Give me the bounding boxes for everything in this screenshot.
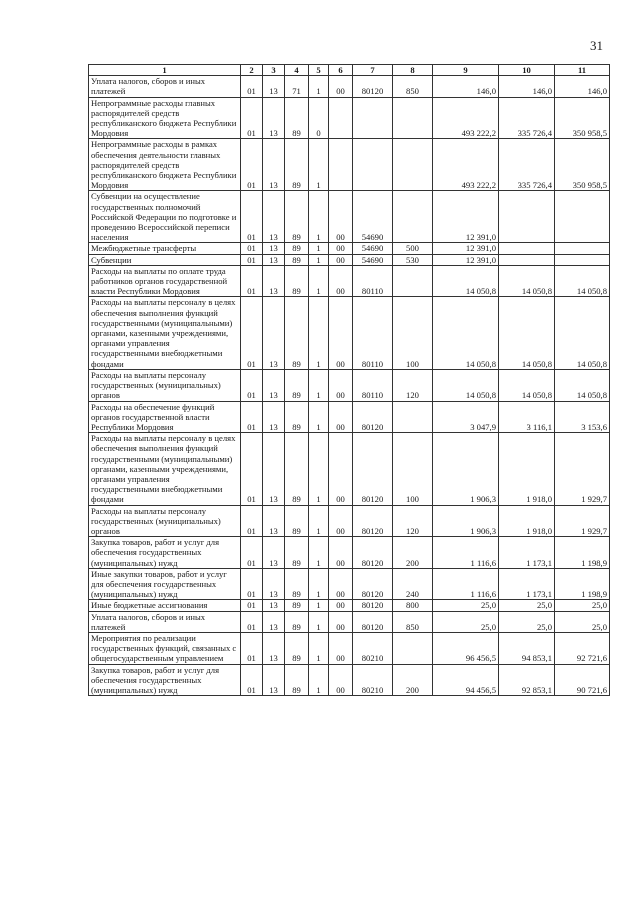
cell-program: 89 bbox=[285, 139, 309, 191]
cell-program: 89 bbox=[285, 537, 309, 569]
cell-expense-type: 240 bbox=[393, 568, 433, 600]
cell-section: 01 bbox=[241, 254, 263, 265]
cell-direction: 80210 bbox=[353, 632, 393, 664]
cell-amount-3: 350 958,5 bbox=[555, 97, 610, 139]
cell-program: 89 bbox=[285, 243, 309, 254]
cell-subprogram: 1 bbox=[309, 433, 329, 505]
cell-amount-1: 94 456,5 bbox=[433, 664, 499, 696]
cell-section: 01 bbox=[241, 369, 263, 401]
cell-amount-2: 1 918,0 bbox=[499, 433, 555, 505]
cell-amount-1: 1 116,6 bbox=[433, 537, 499, 569]
cell-amount-1: 12 391,0 bbox=[433, 191, 499, 243]
cell-expense-type: 850 bbox=[393, 611, 433, 632]
table-row bbox=[89, 664, 610, 696]
cell-amount-2: 3 116,1 bbox=[499, 401, 555, 433]
cell-subprogram: 1 bbox=[309, 632, 329, 664]
cell-section: 01 bbox=[241, 568, 263, 600]
cell-amount-3: 350 958,5 bbox=[555, 139, 610, 191]
column-header: 7 bbox=[353, 65, 393, 76]
row-name: Закупка товаров, работ и услуг для обеспечения государственных (муниципальных) нужд bbox=[89, 664, 241, 696]
column-header: 9 bbox=[433, 65, 499, 76]
cell-subprogram: 1 bbox=[309, 369, 329, 401]
cell-amount-2 bbox=[499, 254, 555, 265]
cell-amount-3: 1 929,7 bbox=[555, 433, 610, 505]
cell-expense-type: 120 bbox=[393, 505, 433, 537]
cell-subprogram: 1 bbox=[309, 243, 329, 254]
cell-direction: 80120 bbox=[353, 433, 393, 505]
cell-subprogram: 1 bbox=[309, 611, 329, 632]
row-name: Расходы на выплаты персоналу в целях обеспечения выполнения функций государственными (муниципальными) органами, казенными учреждениями, органами управления государственными внебюджетными фондами bbox=[89, 433, 241, 505]
cell-event: 00 bbox=[329, 243, 353, 254]
cell-expense-type bbox=[393, 265, 433, 297]
cell-amount-3 bbox=[555, 191, 610, 243]
cell-subsection: 13 bbox=[263, 664, 285, 696]
cell-subprogram: 1 bbox=[309, 600, 329, 611]
cell-expense-type bbox=[393, 191, 433, 243]
budget-table bbox=[88, 64, 610, 696]
cell-amount-3 bbox=[555, 254, 610, 265]
cell-program: 89 bbox=[285, 664, 309, 696]
cell-direction: 54690 bbox=[353, 254, 393, 265]
cell-amount-2 bbox=[499, 191, 555, 243]
cell-amount-1: 3 047,9 bbox=[433, 401, 499, 433]
table-row bbox=[89, 243, 610, 254]
column-header: 3 bbox=[263, 65, 285, 76]
row-name: Мероприятия по реализации государственных функций, связанных с общегосударственным управлением bbox=[89, 632, 241, 664]
cell-amount-2: 335 726,4 bbox=[499, 97, 555, 139]
cell-direction: 80110 bbox=[353, 369, 393, 401]
cell-subsection: 13 bbox=[263, 369, 285, 401]
cell-subsection: 13 bbox=[263, 401, 285, 433]
cell-event: 00 bbox=[329, 537, 353, 569]
cell-amount-2: 94 853,1 bbox=[499, 632, 555, 664]
cell-section: 01 bbox=[241, 191, 263, 243]
cell-direction: 54690 bbox=[353, 191, 393, 243]
row-name: Расходы на выплаты персоналу государственных (муниципальных) органов bbox=[89, 505, 241, 537]
cell-program: 89 bbox=[285, 568, 309, 600]
cell-amount-1: 14 050,8 bbox=[433, 297, 499, 369]
cell-amount-2: 25,0 bbox=[499, 611, 555, 632]
cell-amount-2: 14 050,8 bbox=[499, 297, 555, 369]
cell-event: 00 bbox=[329, 254, 353, 265]
cell-section: 01 bbox=[241, 611, 263, 632]
cell-amount-3: 14 050,8 bbox=[555, 265, 610, 297]
cell-direction: 80120 bbox=[353, 401, 393, 433]
cell-event: 00 bbox=[329, 76, 353, 97]
cell-expense-type: 500 bbox=[393, 243, 433, 254]
row-name: Уплата налогов, сборов и иных платежей bbox=[89, 611, 241, 632]
cell-expense-type bbox=[393, 97, 433, 139]
cell-expense-type bbox=[393, 401, 433, 433]
table-row bbox=[89, 611, 610, 632]
table-row bbox=[89, 97, 610, 139]
cell-program: 89 bbox=[285, 600, 309, 611]
cell-subsection: 13 bbox=[263, 139, 285, 191]
cell-subprogram: 1 bbox=[309, 537, 329, 569]
cell-direction bbox=[353, 139, 393, 191]
cell-section: 01 bbox=[241, 505, 263, 537]
cell-expense-type: 120 bbox=[393, 369, 433, 401]
cell-amount-3: 1 198,9 bbox=[555, 537, 610, 569]
column-header: 10 bbox=[499, 65, 555, 76]
cell-section: 01 bbox=[241, 537, 263, 569]
cell-section: 01 bbox=[241, 97, 263, 139]
cell-expense-type bbox=[393, 139, 433, 191]
cell-program: 89 bbox=[285, 433, 309, 505]
table-row bbox=[89, 632, 610, 664]
row-name: Субвенции bbox=[89, 254, 241, 265]
table-row bbox=[89, 265, 610, 297]
cell-amount-1: 12 391,0 bbox=[433, 254, 499, 265]
cell-direction: 80120 bbox=[353, 76, 393, 97]
cell-event: 00 bbox=[329, 611, 353, 632]
row-name: Уплата налогов, сборов и иных платежей bbox=[89, 76, 241, 97]
cell-subsection: 13 bbox=[263, 568, 285, 600]
cell-direction: 80110 bbox=[353, 265, 393, 297]
cell-amount-3: 25,0 bbox=[555, 611, 610, 632]
row-name: Непрограммные расходы в рамках обеспечения деятельности главных распорядителей средств республиканского бюджета Республики Мордовия bbox=[89, 139, 241, 191]
cell-amount-1: 1 116,6 bbox=[433, 568, 499, 600]
cell-program: 89 bbox=[285, 401, 309, 433]
cell-amount-2: 14 050,8 bbox=[499, 369, 555, 401]
cell-program: 89 bbox=[285, 297, 309, 369]
cell-amount-2: 92 853,1 bbox=[499, 664, 555, 696]
cell-subsection: 13 bbox=[263, 97, 285, 139]
column-header: 8 bbox=[393, 65, 433, 76]
cell-subsection: 13 bbox=[263, 243, 285, 254]
cell-direction: 80120 bbox=[353, 568, 393, 600]
table-row bbox=[89, 191, 610, 243]
cell-subsection: 13 bbox=[263, 76, 285, 97]
cell-section: 01 bbox=[241, 600, 263, 611]
cell-section: 01 bbox=[241, 632, 263, 664]
cell-amount-3: 14 050,8 bbox=[555, 297, 610, 369]
cell-amount-3: 25,0 bbox=[555, 600, 610, 611]
cell-direction: 80110 bbox=[353, 297, 393, 369]
cell-amount-2: 25,0 bbox=[499, 600, 555, 611]
cell-amount-3: 92 721,6 bbox=[555, 632, 610, 664]
cell-amount-2: 1 173,1 bbox=[499, 537, 555, 569]
cell-event: 00 bbox=[329, 568, 353, 600]
cell-subsection: 13 bbox=[263, 191, 285, 243]
cell-amount-1: 12 391,0 bbox=[433, 243, 499, 254]
table-row bbox=[89, 139, 610, 191]
cell-event: 00 bbox=[329, 401, 353, 433]
cell-section: 01 bbox=[241, 139, 263, 191]
cell-amount-2: 1 173,1 bbox=[499, 568, 555, 600]
cell-subprogram: 1 bbox=[309, 401, 329, 433]
row-name: Непрограммные расходы главных распорядителей средств республиканского бюджета Республики Мордовия bbox=[89, 97, 241, 139]
cell-amount-1: 1 906,3 bbox=[433, 505, 499, 537]
cell-program: 89 bbox=[285, 254, 309, 265]
cell-section: 01 bbox=[241, 664, 263, 696]
cell-subsection: 13 bbox=[263, 433, 285, 505]
cell-direction: 80120 bbox=[353, 600, 393, 611]
cell-subsection: 13 bbox=[263, 254, 285, 265]
cell-subsection: 13 bbox=[263, 505, 285, 537]
cell-event: 00 bbox=[329, 664, 353, 696]
cell-event bbox=[329, 139, 353, 191]
cell-direction: 80120 bbox=[353, 611, 393, 632]
cell-subprogram: 1 bbox=[309, 664, 329, 696]
cell-program: 89 bbox=[285, 632, 309, 664]
cell-subprogram: 1 bbox=[309, 76, 329, 97]
cell-section: 01 bbox=[241, 297, 263, 369]
cell-subprogram: 1 bbox=[309, 254, 329, 265]
column-header: 4 bbox=[285, 65, 309, 76]
cell-amount-3 bbox=[555, 243, 610, 254]
cell-amount-3: 90 721,6 bbox=[555, 664, 610, 696]
row-name: Межбюджетные трансферты bbox=[89, 243, 241, 254]
cell-amount-2: 335 726,4 bbox=[499, 139, 555, 191]
cell-direction bbox=[353, 97, 393, 139]
cell-amount-3: 146,0 bbox=[555, 76, 610, 97]
cell-amount-2 bbox=[499, 243, 555, 254]
cell-expense-type bbox=[393, 632, 433, 664]
table-header-row bbox=[89, 65, 610, 76]
cell-amount-3: 14 050,8 bbox=[555, 369, 610, 401]
table-row bbox=[89, 433, 610, 505]
cell-subprogram: 1 bbox=[309, 297, 329, 369]
cell-section: 01 bbox=[241, 243, 263, 254]
table-row bbox=[89, 401, 610, 433]
cell-amount-3: 3 153,6 bbox=[555, 401, 610, 433]
cell-expense-type: 200 bbox=[393, 664, 433, 696]
row-name: Расходы на выплаты по оплате труда работников органов государственной власти Республики Мордовия bbox=[89, 265, 241, 297]
column-header: 1 bbox=[89, 65, 241, 76]
cell-program: 89 bbox=[285, 97, 309, 139]
row-name: Расходы на выплаты персоналу государственных (муниципальных) органов bbox=[89, 369, 241, 401]
cell-subprogram: 1 bbox=[309, 265, 329, 297]
cell-subprogram: 1 bbox=[309, 139, 329, 191]
cell-direction: 80210 bbox=[353, 664, 393, 696]
row-name: Иные закупки товаров, работ и услуг для обеспечения государственных (муниципальных) нужд bbox=[89, 568, 241, 600]
cell-event: 00 bbox=[329, 632, 353, 664]
cell-subprogram: 0 bbox=[309, 97, 329, 139]
page-number: 31 bbox=[590, 38, 603, 53]
cell-amount-1: 146,0 bbox=[433, 76, 499, 97]
cell-section: 01 bbox=[241, 76, 263, 97]
cell-amount-2: 146,0 bbox=[499, 76, 555, 97]
cell-amount-1: 25,0 bbox=[433, 611, 499, 632]
cell-subprogram: 1 bbox=[309, 568, 329, 600]
cell-direction: 80120 bbox=[353, 505, 393, 537]
column-header: 11 bbox=[555, 65, 610, 76]
row-name: Субвенции на осуществление государственных полномочий Российской Федерации по подготовке и проведению Всероссийской переписи населения bbox=[89, 191, 241, 243]
cell-event: 00 bbox=[329, 297, 353, 369]
cell-amount-2: 1 918,0 bbox=[499, 505, 555, 537]
cell-event: 00 bbox=[329, 369, 353, 401]
cell-amount-1: 493 222,2 bbox=[433, 97, 499, 139]
table-row bbox=[89, 505, 610, 537]
row-name: Закупка товаров, работ и услуг для обеспечения государственных (муниципальных) нужд bbox=[89, 537, 241, 569]
cell-expense-type: 100 bbox=[393, 297, 433, 369]
cell-subsection: 13 bbox=[263, 297, 285, 369]
cell-direction: 80120 bbox=[353, 537, 393, 569]
cell-program: 89 bbox=[285, 265, 309, 297]
table-row bbox=[89, 297, 610, 369]
cell-event: 00 bbox=[329, 265, 353, 297]
cell-event: 00 bbox=[329, 433, 353, 505]
cell-expense-type: 100 bbox=[393, 433, 433, 505]
cell-subprogram: 1 bbox=[309, 191, 329, 243]
cell-amount-1: 25,0 bbox=[433, 600, 499, 611]
cell-subsection: 13 bbox=[263, 632, 285, 664]
column-header: 6 bbox=[329, 65, 353, 76]
cell-section: 01 bbox=[241, 433, 263, 505]
cell-event: 00 bbox=[329, 600, 353, 611]
column-header: 2 bbox=[241, 65, 263, 76]
cell-amount-1: 493 222,2 bbox=[433, 139, 499, 191]
table-row bbox=[89, 568, 610, 600]
table-row bbox=[89, 254, 610, 265]
cell-amount-1: 96 456,5 bbox=[433, 632, 499, 664]
table-row bbox=[89, 537, 610, 569]
cell-subsection: 13 bbox=[263, 600, 285, 611]
table-body bbox=[89, 76, 610, 696]
cell-expense-type: 800 bbox=[393, 600, 433, 611]
cell-program: 89 bbox=[285, 505, 309, 537]
cell-subsection: 13 bbox=[263, 611, 285, 632]
cell-event: 00 bbox=[329, 191, 353, 243]
cell-expense-type: 200 bbox=[393, 537, 433, 569]
cell-expense-type: 530 bbox=[393, 254, 433, 265]
cell-amount-1: 14 050,8 bbox=[433, 265, 499, 297]
cell-amount-1: 1 906,3 bbox=[433, 433, 499, 505]
row-name: Расходы на обеспечение функций органов государственной власти Республики Мордовия bbox=[89, 401, 241, 433]
cell-program: 89 bbox=[285, 191, 309, 243]
column-header: 5 bbox=[309, 65, 329, 76]
cell-section: 01 bbox=[241, 401, 263, 433]
row-name: Иные бюджетные ассигнования bbox=[89, 600, 241, 611]
cell-amount-2: 14 050,8 bbox=[499, 265, 555, 297]
cell-event: 00 bbox=[329, 505, 353, 537]
cell-amount-3: 1 929,7 bbox=[555, 505, 610, 537]
cell-program: 89 bbox=[285, 611, 309, 632]
cell-program: 71 bbox=[285, 76, 309, 97]
cell-event bbox=[329, 97, 353, 139]
table-row bbox=[89, 600, 610, 611]
table-row bbox=[89, 76, 610, 97]
cell-program: 89 bbox=[285, 369, 309, 401]
cell-direction: 54690 bbox=[353, 243, 393, 254]
cell-section: 01 bbox=[241, 265, 263, 297]
cell-subprogram: 1 bbox=[309, 505, 329, 537]
cell-expense-type: 850 bbox=[393, 76, 433, 97]
table-row bbox=[89, 369, 610, 401]
row-name: Расходы на выплаты персоналу в целях обеспечения выполнения функций государственными (муниципальными) органами, казенными учреждениями, органами управления государственными внебюджетными фондами bbox=[89, 297, 241, 369]
cell-subsection: 13 bbox=[263, 265, 285, 297]
cell-subsection: 13 bbox=[263, 537, 285, 569]
cell-amount-1: 14 050,8 bbox=[433, 369, 499, 401]
cell-amount-3: 1 198,9 bbox=[555, 568, 610, 600]
